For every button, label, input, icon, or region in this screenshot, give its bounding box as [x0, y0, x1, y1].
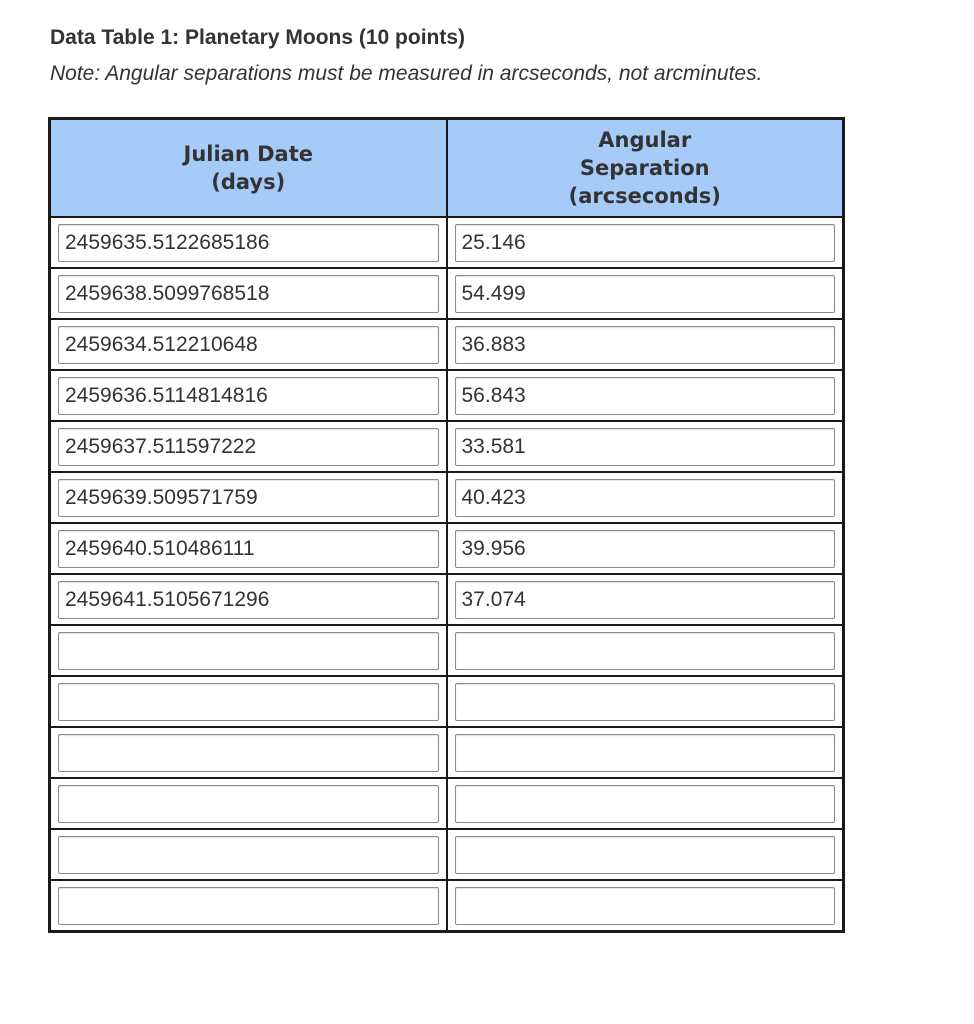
angular-separation-cell — [447, 472, 844, 523]
table-row — [50, 880, 844, 932]
julian-date-cell — [50, 523, 447, 574]
julian-date-cell — [50, 727, 447, 778]
julian-date-input[interactable] — [58, 887, 439, 925]
header-line: (days) — [211, 170, 286, 194]
angular-separation-input[interactable] — [455, 887, 836, 925]
header-line: (arcseconds) — [568, 184, 721, 208]
angular-separation-cell — [447, 217, 844, 268]
angular-separation-input[interactable] — [455, 836, 836, 874]
table-row — [50, 778, 844, 829]
measurement-note: Note: Angular separations must be measured in arcseconds, not arcminutes. — [50, 62, 763, 85]
angular-separation-cell — [447, 880, 844, 932]
julian-date-input[interactable]: 2459638.5099768518 — [58, 275, 439, 313]
table-row — [50, 523, 844, 574]
table-header-row — [50, 119, 844, 218]
julian-date-input[interactable]: 2459640.510486111 — [58, 530, 439, 568]
julian-date-cell — [50, 625, 447, 676]
angular-separation-input[interactable]: 54.499 — [455, 275, 836, 313]
angular-separation-input[interactable]: 37.074 — [455, 581, 836, 619]
table-row — [50, 268, 844, 319]
angular-separation-input[interactable]: 56.843 — [455, 377, 836, 415]
angular-separation-cell — [447, 778, 844, 829]
julian-date-input[interactable]: 2459637.511597222 — [58, 428, 439, 466]
julian-date-input[interactable]: 2459641.5105671296 — [58, 581, 439, 619]
table-row — [50, 370, 844, 421]
angular-separation-cell — [447, 268, 844, 319]
angular-separation-cell — [447, 421, 844, 472]
angular-separation-cell — [447, 676, 844, 727]
julian-date-cell — [50, 676, 447, 727]
angular-separation-cell — [447, 319, 844, 370]
julian-date-input[interactable] — [58, 836, 439, 874]
angular-separation-input[interactable]: 36.883 — [455, 326, 836, 364]
table-row — [50, 727, 844, 778]
table-row — [50, 574, 844, 625]
julian-date-input[interactable] — [58, 632, 439, 670]
angular-separation-input[interactable]: 39.956 — [455, 530, 836, 568]
table-row — [50, 625, 844, 676]
header-line: Separation — [579, 156, 710, 180]
angular-separation-cell — [447, 370, 844, 421]
angular-separation-cell — [447, 574, 844, 625]
table-row — [50, 472, 844, 523]
julian-date-input[interactable]: 2459639.509571759 — [58, 479, 439, 517]
julian-date-header — [50, 119, 447, 218]
table-row — [50, 676, 844, 727]
julian-date-cell — [50, 880, 447, 932]
angular-separation-cell — [447, 727, 844, 778]
angular-separation-input[interactable] — [455, 683, 836, 721]
julian-date-input[interactable] — [58, 734, 439, 772]
angular-separation-input[interactable] — [455, 734, 836, 772]
julian-date-cell — [50, 778, 447, 829]
angular-separation-input[interactable] — [455, 632, 836, 670]
julian-date-cell — [50, 829, 447, 880]
julian-date-cell — [50, 319, 447, 370]
table-row — [50, 217, 844, 268]
julian-date-input[interactable]: 2459636.5114814816 — [58, 377, 439, 415]
angular-separation-input[interactable] — [455, 785, 836, 823]
julian-date-cell — [50, 574, 447, 625]
angular-separation-header — [447, 119, 844, 218]
angular-separation-cell — [447, 625, 844, 676]
angular-separation-input[interactable]: 33.581 — [455, 428, 836, 466]
julian-date-input[interactable] — [58, 683, 439, 721]
table-row — [50, 319, 844, 370]
julian-date-cell — [50, 217, 447, 268]
header-line: Julian Date — [183, 142, 313, 166]
julian-date-input[interactable]: 2459635.5122685186 — [58, 224, 439, 262]
planetary-moons-table — [48, 117, 845, 933]
julian-date-input[interactable] — [58, 785, 439, 823]
angular-separation-cell — [447, 523, 844, 574]
header-line: Angular — [598, 128, 692, 152]
table-title: Data Table 1: Planetary Moons (10 points) — [50, 26, 466, 49]
julian-date-cell — [50, 421, 447, 472]
julian-date-input[interactable]: 2459634.512210648 — [58, 326, 439, 364]
julian-date-cell — [50, 370, 447, 421]
angular-separation-input[interactable]: 25.146 — [455, 224, 836, 262]
julian-date-cell — [50, 268, 447, 319]
julian-date-cell — [50, 472, 447, 523]
angular-separation-cell — [447, 829, 844, 880]
angular-separation-input[interactable]: 40.423 — [455, 479, 836, 517]
table-row — [50, 829, 844, 880]
table-row — [50, 421, 844, 472]
